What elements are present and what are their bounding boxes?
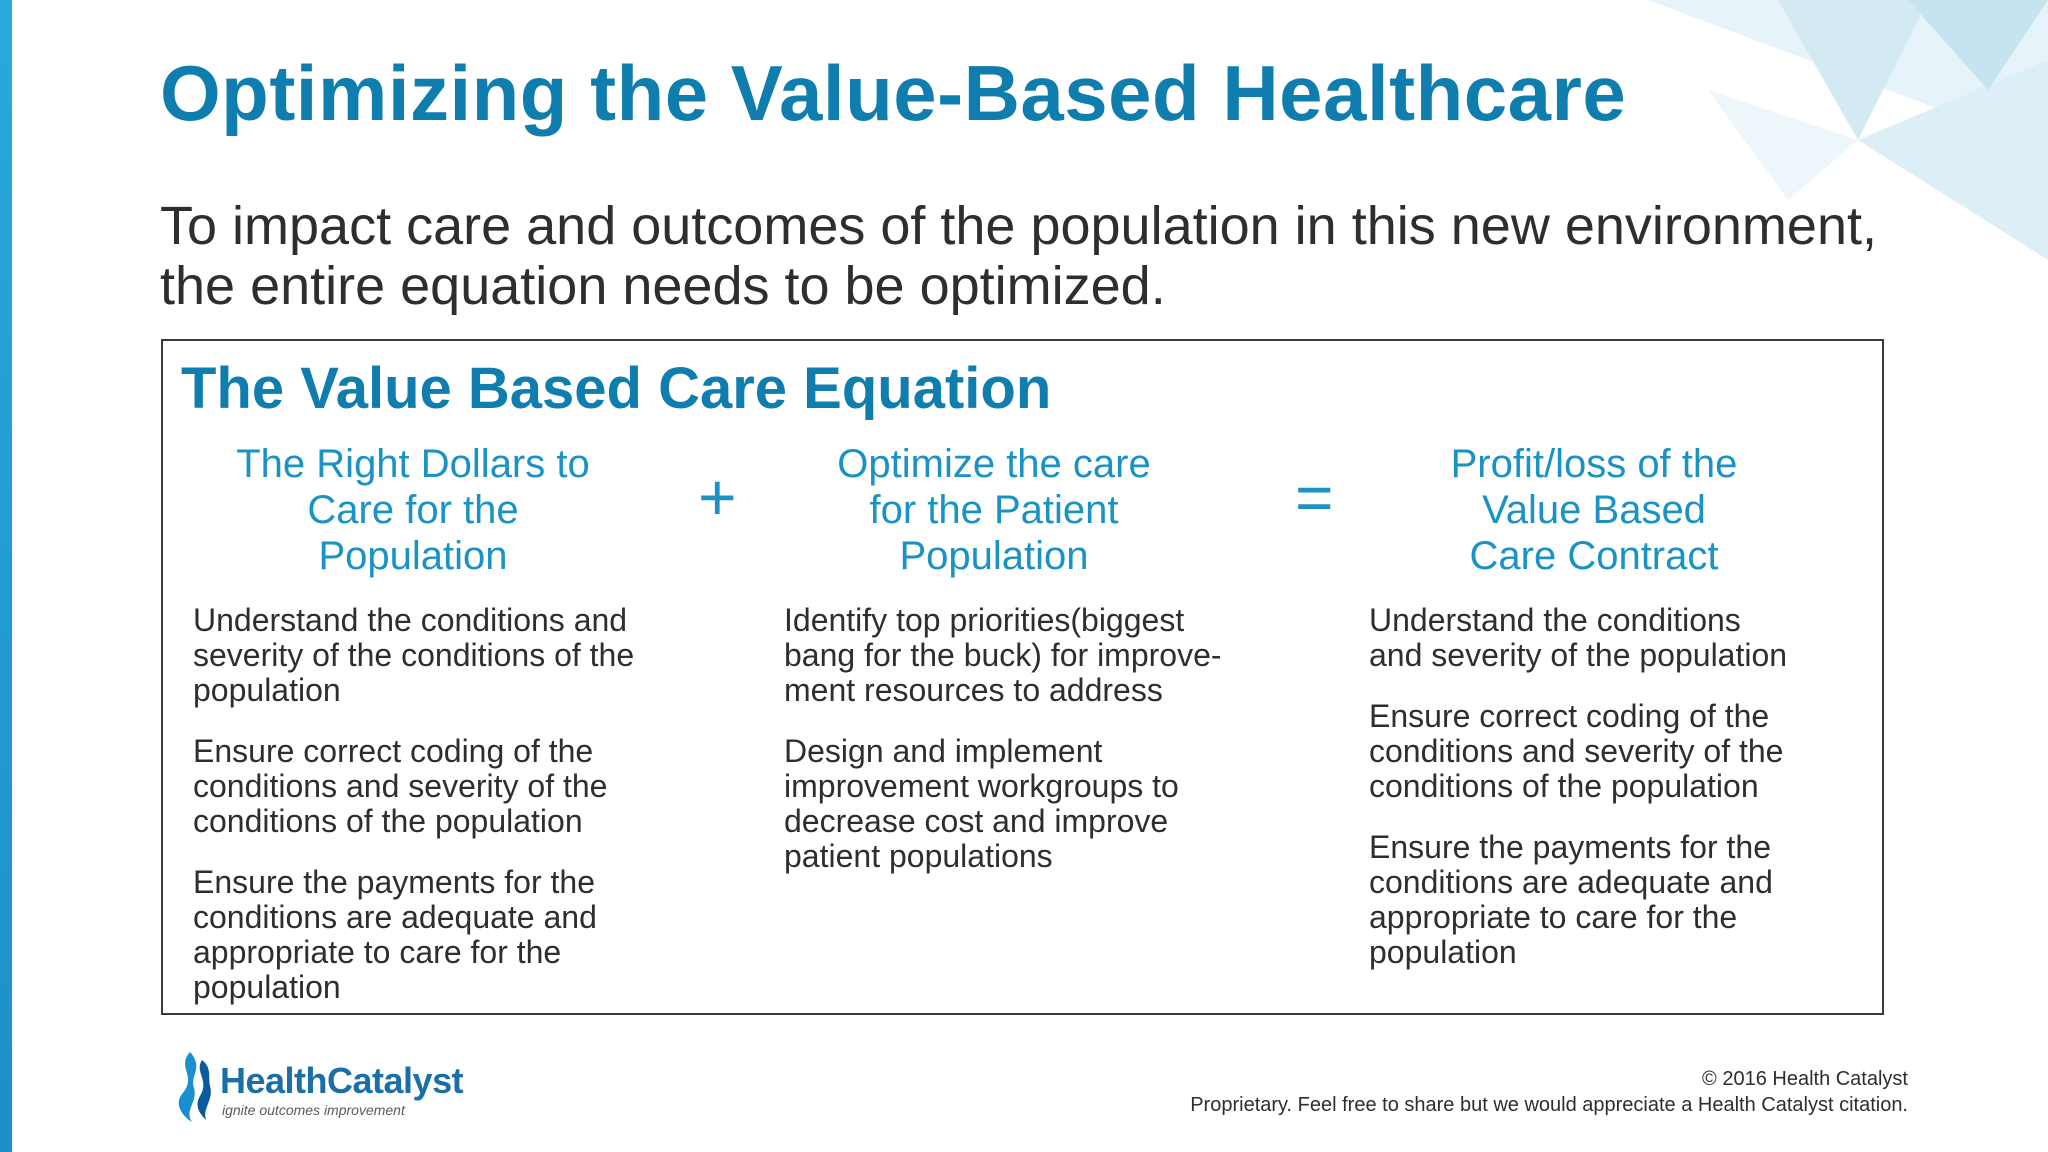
bullet-item — [784, 603, 1284, 708]
equation-column-care — [784, 441, 1284, 900]
bullet-item — [193, 865, 693, 1005]
bullet-line: Understand the conditions — [1369, 602, 1741, 638]
bullet-item — [193, 603, 693, 708]
bullet-item — [784, 734, 1284, 874]
heading-line: Value Based — [1482, 488, 1706, 532]
subtitle-line: To impact care and outcomes of the population in this new environment, — [160, 196, 1877, 256]
bullet-line: population — [1369, 934, 1517, 970]
bullet-line: bang for the buck) for improve- — [784, 637, 1222, 673]
bullet-line: Ensure correct coding of the — [1369, 698, 1770, 734]
bullet-line: Identify top priorities(biggest — [784, 602, 1185, 638]
equals-operator: = — [1295, 460, 1334, 534]
bullet-line: Ensure the payments for the — [193, 864, 595, 900]
bullet-line: Design and implement — [784, 733, 1103, 769]
column-heading — [193, 441, 633, 579]
bullet-line: decrease cost and improve — [784, 803, 1169, 839]
bullet-line: Ensure the payments for the — [1369, 829, 1771, 865]
bullet-item — [1369, 699, 1849, 804]
bullet-line: improvement workgroups to — [784, 768, 1179, 804]
column-heading — [1369, 441, 1819, 579]
heading-line: Population — [899, 534, 1089, 578]
bullet-item — [1369, 603, 1849, 673]
equation-title: The Value Based Care Equation — [181, 356, 1052, 421]
heading-line: The Right Dollars to — [236, 442, 590, 486]
heading-line: Optimize the care — [837, 442, 1151, 486]
bullet-item — [1369, 830, 1849, 970]
bullet-line: conditions and severity of the — [193, 768, 608, 804]
bullet-line: patient populations — [784, 838, 1053, 874]
bullet-item — [193, 734, 693, 839]
bullet-line: population — [193, 672, 341, 708]
heading-line: Care for the — [307, 488, 519, 532]
copyright-line: © 2016 Health Catalyst — [1702, 1068, 1908, 1090]
bullet-line: severity of the conditions of the — [193, 637, 635, 673]
left-accent-bar — [0, 0, 12, 1152]
bullet-line: appropriate to care for the — [193, 934, 562, 970]
bullet-line: conditions of the population — [1369, 768, 1759, 804]
bullet-line: ment resources to address — [784, 672, 1163, 708]
bullet-line: population — [193, 969, 341, 1005]
subtitle — [160, 196, 1920, 316]
logo-text: HealthCatalyst — [220, 1060, 464, 1101]
equation-column-dollars — [193, 441, 693, 1031]
heading-line: Population — [318, 534, 508, 578]
proprietary-notice: Proprietary. Feel free to share but we would appreciate a Health Catalyst citation. — [1190, 1094, 1908, 1116]
bullet-line: and severity of the population — [1369, 637, 1788, 673]
subtitle-line: the entire equation needs to be optimized. — [160, 256, 1166, 316]
health-catalyst-logo — [168, 1050, 488, 1130]
equation-box — [161, 339, 1884, 1015]
bullet-line: appropriate to care for the — [1369, 899, 1738, 935]
heading-line: Care Contract — [1469, 534, 1719, 578]
logo-tagline: ignite outcomes improvement — [222, 1102, 405, 1118]
equation-column-profit — [1369, 441, 1849, 996]
bullet-line: conditions are adequate and — [193, 899, 597, 935]
page-title: Optimizing the Value-Based Healthcare — [160, 49, 1627, 137]
heading-line: Profit/loss of the — [1450, 442, 1738, 486]
bullet-line: conditions of the population — [193, 803, 583, 839]
plus-operator: + — [698, 460, 737, 534]
flame-logo-icon — [168, 1050, 218, 1126]
bullet-line: Ensure correct coding of the — [193, 733, 594, 769]
bullet-line: conditions and severity of the — [1369, 733, 1784, 769]
bullet-line: Understand the conditions and — [193, 602, 628, 638]
bullet-line: conditions are adequate and — [1369, 864, 1773, 900]
copyright-notice — [1190, 1066, 1908, 1118]
heading-line: for the Patient — [869, 488, 1119, 532]
column-heading — [784, 441, 1204, 579]
